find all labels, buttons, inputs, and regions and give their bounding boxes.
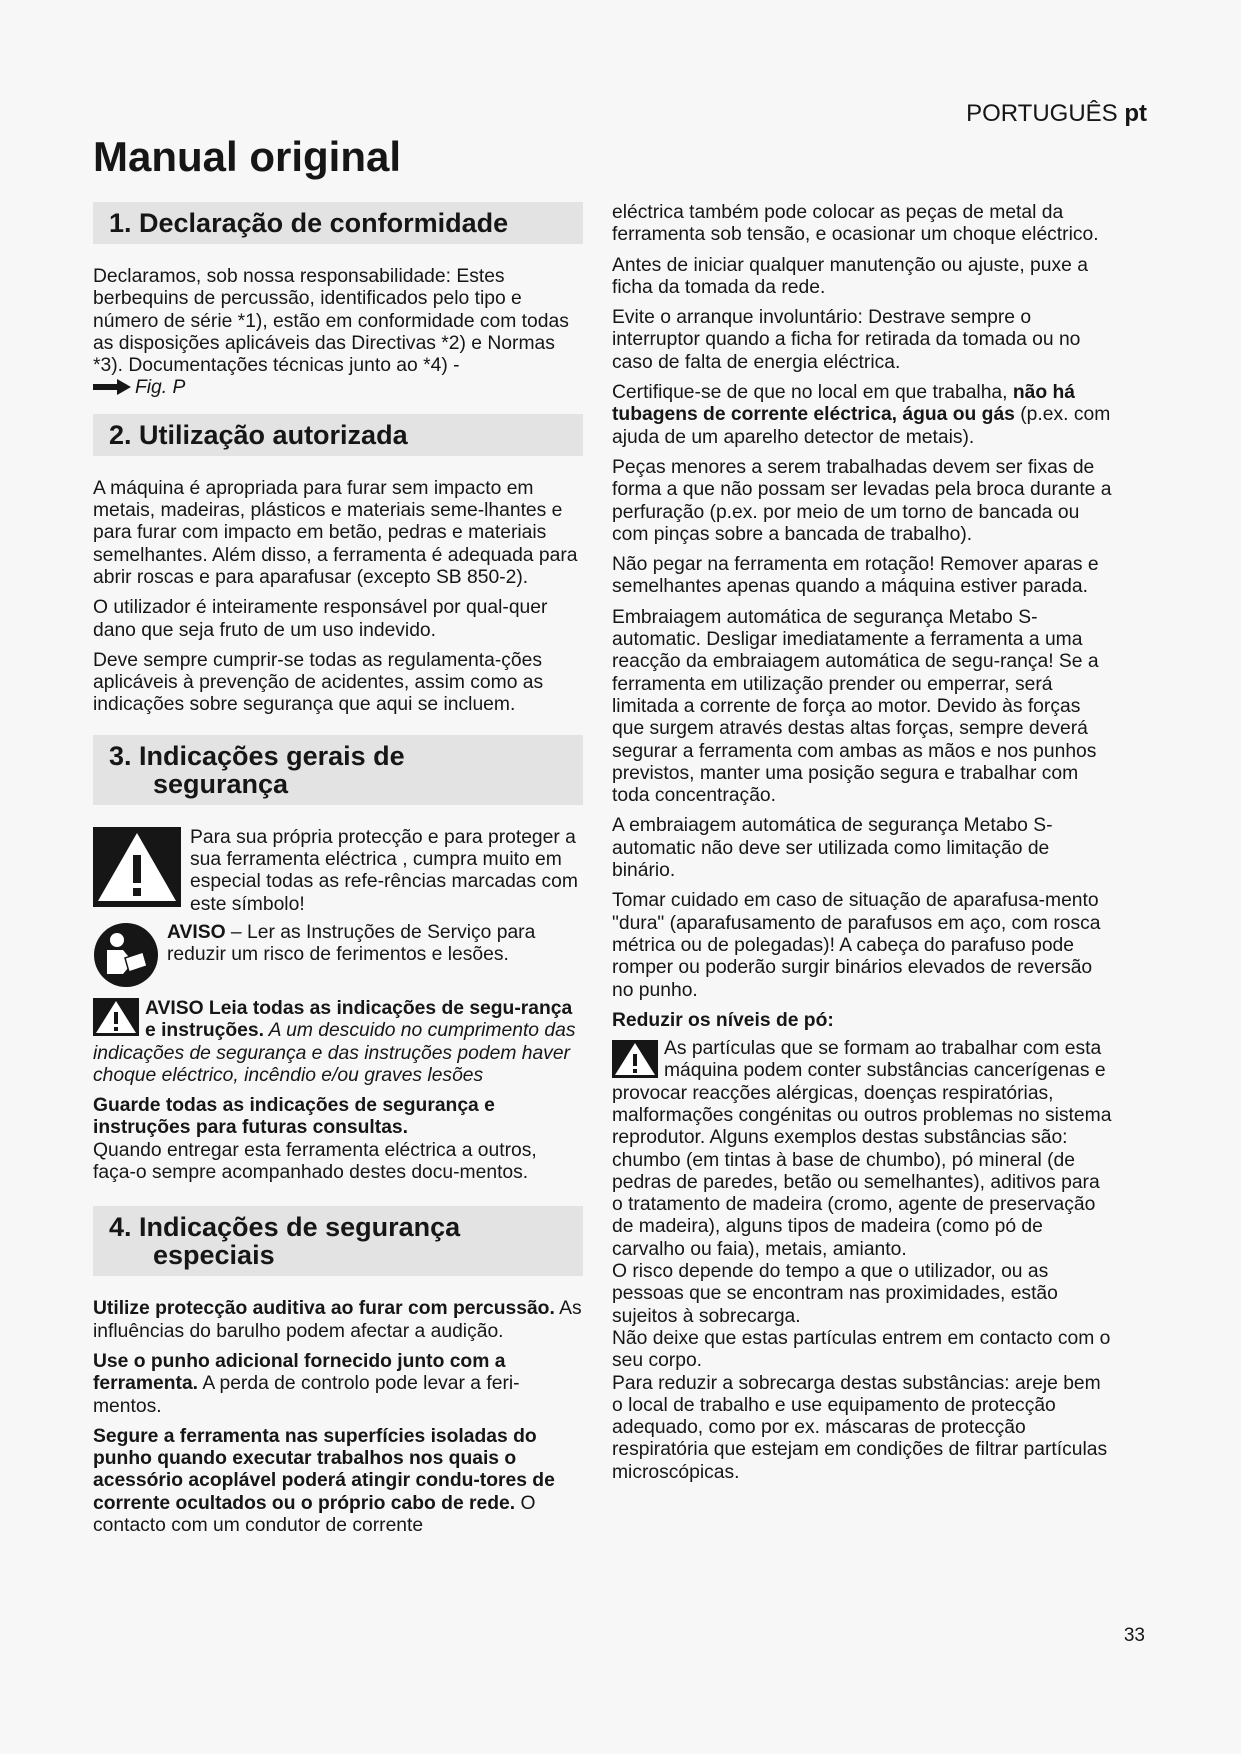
right-p4-bold: não há tubagens de corrente eléctrica, água ou gás xyxy=(612,382,1076,426)
section-4-p3-text: O contacto com um condutor de corrente xyxy=(93,1492,536,1536)
dust-heading xyxy=(612,1010,1114,1032)
dust-text-2: O risco depende do tempo a que o utilizador, ou as pessoas que se encontram nas proximidades, estão sujeitos à sobrecarga. xyxy=(612,1261,1058,1327)
right-p3: Evite o arranque involuntário: Destrave sempre o interruptor quando a ficha for retirada da tomada ou no caso de falta de energia eléctrica. xyxy=(612,307,1081,373)
language-name: PORTUGUÊS xyxy=(966,100,1118,127)
dust-text-3: Não deixe que estas partículas entrem em contacto com o seu corpo. xyxy=(612,1327,1111,1372)
dust-text-1: As partículas que se formam ao trabalhar com esta máquina podem conter substâncias cancerígenas e provocar reacções alérgicas, doenças respiratórias, malformações congénitas ou outros problemas no sistema reprodutor. Alguns exemplos destas substâncias são: chumbo (em tintas à base de chumbo), pó mineral (de pedras de paredes, betão ou semelhantes), aditivos para o tratamento de madeira (cromo, agente de preservação de madeira), alguns tipos de madeira (como pó de carvalho ou faia), metais, amianto. xyxy=(612,1038,1112,1260)
section-1-body: Declaramos, sob nossa responsabilidade: Estes berbequins de percussão, identificados pelo tipo e número de série *1), estão em conformidade com todas as disposições aplicáveis das Directivas *2) e Normas *3). Documentações técnicas junto ao *4) - xyxy=(93,266,569,377)
right-p8: A embraiagem automática de segurança Metabo S-automatic não deve ser utilizada como limitação de binário. xyxy=(612,815,1053,882)
language-code: pt xyxy=(1124,100,1147,127)
section-4-p1 xyxy=(93,1298,583,1343)
section-4-heading xyxy=(93,1206,583,1276)
warning-triangle-small-icon xyxy=(93,998,139,1036)
section-1-text xyxy=(93,266,583,400)
right-p1: eléctrica também pode colocar as peças de metal da ferramenta sob tensão, e ocasionar um choque eléctrico. xyxy=(612,202,1099,246)
section-4-heading-line2: especiais xyxy=(153,1240,275,1271)
section-4-p3 xyxy=(93,1426,583,1537)
section-4-heading-line1: 4. Indicações de segurança xyxy=(109,1212,461,1243)
section-4-p1-text: As influências do barulho podem afectar a audição. xyxy=(93,1298,582,1342)
aviso-text: – Ler as Instruções de Serviço para reduzir um risco de ferimentos e lesões. xyxy=(167,921,536,966)
section-2-p2: O utilizador é inteiramente responsável por qual-quer dano que seja fruto de um uso indevido. xyxy=(93,597,548,641)
safety-warning-italic: A um descuido no cumprimento das indicações de segurança e das instruções podem haver choque eléctrico, incêndio e/ou graves lesões xyxy=(93,1020,576,1086)
section-4-p1-bold: Utilize protecção auditiva ao furar com percussão. xyxy=(93,1298,555,1320)
right-p4-a: Certifique-se de que no local em que trabalha, xyxy=(612,382,1013,404)
right-p2: Antes de iniciar qualquer manutenção ou ajuste, puxe a ficha da tomada da rede. xyxy=(612,254,1088,298)
dust-text-4: Para reduzir a sobrecarga destas substâncias: areje bem o local de trabalho e use equipamento de protecção adequado, como por ex. máscaras de protecção respiratória que estejam em condições de filtrar partículas microscópicas. xyxy=(612,1372,1108,1483)
keep-instructions xyxy=(93,1095,583,1184)
keep-instructions-bold: Guarde todas as indicações de segurança e instruções para futuras consultas. xyxy=(93,1095,495,1139)
section-3-heading-line1: 3. Indicações gerais de xyxy=(109,740,405,771)
page-number: 33 xyxy=(1123,1625,1145,1646)
section-4-p2 xyxy=(93,1351,583,1418)
warning-symbol-note xyxy=(93,827,583,916)
dust-block xyxy=(612,1038,1114,1484)
language-label xyxy=(966,100,1147,128)
dust-warning-icon xyxy=(612,1040,658,1078)
arrow-right-icon xyxy=(93,379,131,395)
read-manual-icon xyxy=(93,922,159,988)
section-4-p3-bold: Segure a ferramenta nas superfícies isoladas do punho quando executar trabalhos nos quais o acessório acoplável poderá atingir condu-tores de corrente ocultados ou o próprio cabo de rede. xyxy=(93,1425,555,1514)
section-1-heading: 1. Declaração de conformidade xyxy=(93,202,583,244)
right-p5: Peças menores a serem trabalhadas devem ser fixas de forma a que não possam ser levadas pela broca durante a perfuração (p.ex. por meio de um torno de bancada ou com pinças sobre a bancada de trabalho). xyxy=(612,456,1112,545)
right-p7: Embraiagem automática de segurança Metabo S-automatic. Desligar imediatamente a ferramenta a uma reacção da embraiagem automática de segu-rança! Se a ferramenta em utilização prender ou emperrar, será limitada a corrente de força ao motor. Devido às forças que surgem através destas altas forças, sempre deverá segurar a ferramenta com ambas as mãos e nos punhos previstos, manter uma posição segura e trabalhar com toda concentração. xyxy=(612,606,1099,807)
warning-symbol-text: Para sua própria protecção e para proteger a sua ferramenta eléctrica , cumpra muito em especial todas as refe-rências marcadas com este símbolo! xyxy=(190,826,578,915)
figure-reference: Fig. P xyxy=(135,377,186,399)
section-2-heading: 2. Utilização autorizada xyxy=(93,414,583,456)
safety-warning-bold: AVISO Leia todas as indicações de segu-rança e instruções. xyxy=(145,997,573,1042)
right-p6: Não pegar na ferramenta em rotação! Remover aparas e semelhantes apenas quando a máquina estiver parada. xyxy=(612,554,1099,598)
read-manual-note xyxy=(93,922,583,988)
left-column xyxy=(93,202,583,1545)
page-title: Manual original xyxy=(93,133,402,180)
read-manual-text xyxy=(167,922,583,967)
keep-instructions-text: Quando entregar esta ferramenta eléctrica a outros, faça-o sempre acompanhado destes docu-mentos. xyxy=(93,1139,537,1184)
section-2-p3: Deve sempre cumprir-se todas as regulamenta-ções aplicáveis à prevenção de acidentes, assim como as indicações sobre segurança que aqui se incluem. xyxy=(93,649,544,716)
right-p4-c: (p.ex. com ajuda de um aparelho detector de metais). xyxy=(612,404,1111,448)
section-4-p2-bold: Use o punho adicional fornecido junto com a ferramenta. xyxy=(93,1350,506,1395)
section-2-p1: A máquina é apropriada para furar sem impacto em metais, madeiras, plásticos e materiais seme-lhantes e para furar com impacto em betão, pedras e materiais semelhantes. Além disso, a ferramenta é adequada para abrir roscas e para aparafusar (excepto SB 850-2). xyxy=(93,477,578,588)
section-3-heading-line2: segurança xyxy=(153,768,289,799)
section-4-p2-text: A perda de controlo pode levar a feri-mentos. xyxy=(93,1373,520,1417)
dust-heading-text: Reduzir os níveis de pó: xyxy=(612,1009,834,1031)
right-column xyxy=(612,202,1114,1484)
safety-warning-block xyxy=(93,998,583,1087)
right-p4 xyxy=(612,382,1114,449)
warning-triangle-icon xyxy=(93,827,181,907)
right-p9: Tomar cuidado em caso de situação de aparafusa-mento "dura" (aparafusamento de parafusos em aço, com rosca métrica ou de polegadas)! A cabeça do parafuso pode romper ou poderão surgir binários elevados de reversão no punho. xyxy=(612,890,1101,1001)
aviso-label: AVISO xyxy=(167,921,226,943)
section-3-heading xyxy=(93,735,583,805)
